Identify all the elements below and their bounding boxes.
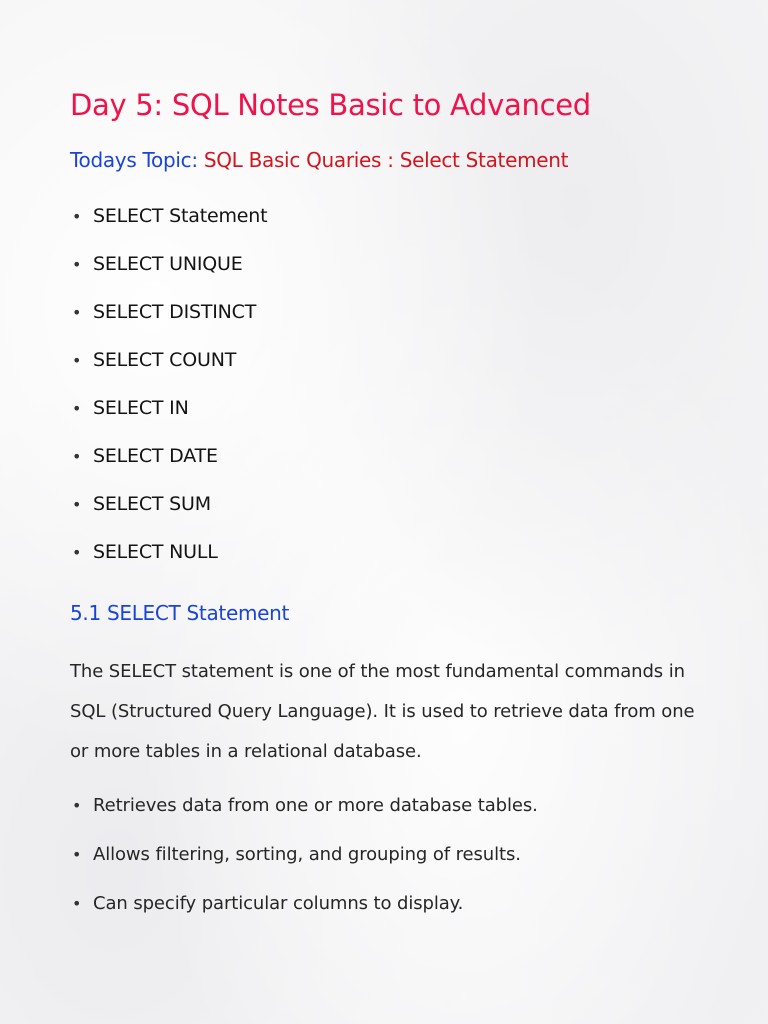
list-item — [72, 200, 267, 248]
topic-value: SQL Basic Quaries : Select Statement — [203, 148, 569, 172]
list-item-text: Retrieves data from one or more database tables. — [93, 795, 538, 816]
list-item — [72, 440, 267, 488]
bullet-icon: • — [72, 447, 82, 466]
list-item — [72, 488, 267, 536]
list-item-text: SELECT DATE — [93, 445, 218, 467]
list-item-text: Allows filtering, sorting, and grouping of results. — [93, 844, 521, 865]
section-points — [72, 790, 538, 937]
bullet-icon: • — [72, 255, 82, 274]
section-heading: 5.1 SELECT Statement — [70, 601, 290, 625]
list-item — [72, 296, 267, 344]
bullet-icon: • — [72, 894, 82, 913]
list-item — [72, 888, 538, 937]
page-title: Day 5: SQL Notes Basic to Advanced — [70, 88, 591, 122]
list-item-text: SELECT IN — [93, 397, 189, 419]
list-item-text: SELECT UNIQUE — [93, 253, 243, 275]
bullet-icon: • — [72, 351, 82, 370]
bullet-icon: • — [72, 207, 82, 226]
list-item-text: SELECT NULL — [93, 541, 218, 563]
list-item — [72, 344, 267, 392]
bullet-icon: • — [72, 303, 82, 322]
bullet-icon: • — [72, 495, 82, 514]
list-item-text: SELECT Statement — [93, 205, 268, 227]
topic-line — [70, 148, 568, 172]
topic-list — [72, 200, 267, 584]
list-item-text: SELECT SUM — [93, 493, 211, 515]
list-item — [72, 392, 267, 440]
bullet-icon: • — [72, 543, 82, 562]
bullet-icon: • — [72, 845, 82, 864]
list-item — [72, 839, 538, 888]
list-item — [72, 248, 267, 296]
list-item — [72, 790, 538, 839]
list-item-text: Can specify particular columns to display. — [93, 893, 464, 914]
list-item-text: SELECT DISTINCT — [93, 301, 257, 323]
list-item — [72, 536, 267, 584]
topic-label: Todays Topic: — [70, 148, 198, 172]
bullet-icon: • — [72, 796, 82, 815]
section-paragraph: The SELECT statement is one of the most fundamental commands in SQL (Structured Query Language). It is used to retrieve data from one or more tables in a relational database. — [70, 661, 695, 762]
bullet-icon: • — [72, 399, 82, 418]
list-item-text: SELECT COUNT — [93, 349, 237, 371]
